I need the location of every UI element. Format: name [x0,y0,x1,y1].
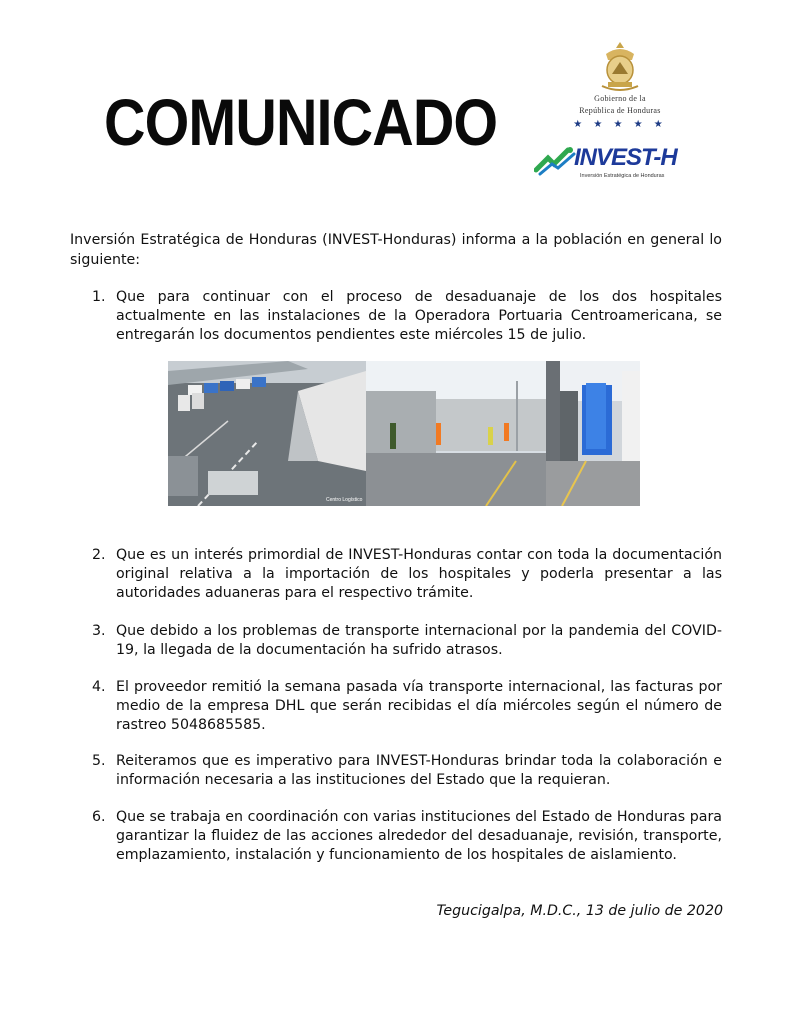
stars-icon: ★ ★ ★ ★ ★ [573,119,667,130]
item-text: Que debido a los problemas de transporte internacional por la pandemia del COVID-19, la llegada de la documentación ha sufrido atrasos. [116,623,722,658]
invest-swoosh-icon [534,144,578,178]
coat-of-arms-icon [598,40,642,92]
date-line: Tegucigalpa, M.D.C., 13 de julio de 2020 [436,903,723,919]
item-number: 5. [92,753,106,769]
list-item [92,752,722,790]
item-text: El proveedor remitió la semana pasada vía transporte internacional, las facturas por medio de la empresa DHL que serán recibidas el día miércoles según el número de rastreo 5048685585. [116,679,722,733]
invest-wordmark: INVEST-H [574,144,677,171]
item-number: 2. [92,547,106,563]
item-text: Que es un interés primordial de INVEST-Honduras contar con toda la documentación original relativa a la importación de los hospitales y poderla presentar a las autoridades aduaneras para el respectivo trámite. [116,547,722,601]
list-item [92,808,722,865]
item-number: 1. [92,289,106,305]
list-item [92,678,722,735]
item-number: 3. [92,623,106,639]
government-logo [555,40,685,130]
invest-logo [534,144,684,184]
photo-containers-workers [366,361,546,506]
item-text: Reiteramos que es imperativo para INVEST-Honduras brindar toda la colaboración e información necesaria a las instituciones del Estado que la requieran. [116,753,722,788]
item-text: Que se trabaja en coordinación con varias instituciones del Estado de Honduras para garantizar la fluidez de las acciones alrededor del desaduanaje, revisión, transporte, emplazamiento, instalación y funcionamiento de los hospitales de aislamiento. [116,809,722,863]
photo-caption: Centro Logístico [326,497,363,503]
gov-name-line2: República de Honduras [579,106,661,115]
item-number: 4. [92,679,106,695]
item-text: Que para continuar con el proceso de desaduanaje de los dos hospitales actualmente en las instalaciones de la Operadora Portuaria Centroamericana, se entregarán los documentos pendientes este miércoles 15 de julio. [116,289,722,343]
intro-paragraph: Inversión Estratégica de Honduras (INVEST-Honduras) informa a la población en general lo siguiente: [70,232,722,268]
list-item [92,622,722,660]
list-item [92,546,722,603]
invest-subtitle: Inversión Estratégica de Honduras [580,173,665,179]
list-item [92,288,722,345]
item-number: 6. [92,809,106,825]
photo-strip [168,361,640,506]
gov-name-line1: Gobierno de la [594,94,646,103]
photo-blue-containers [546,361,640,506]
photo-port-aerial [168,361,366,506]
page-title: COMUNICADO [104,85,498,159]
